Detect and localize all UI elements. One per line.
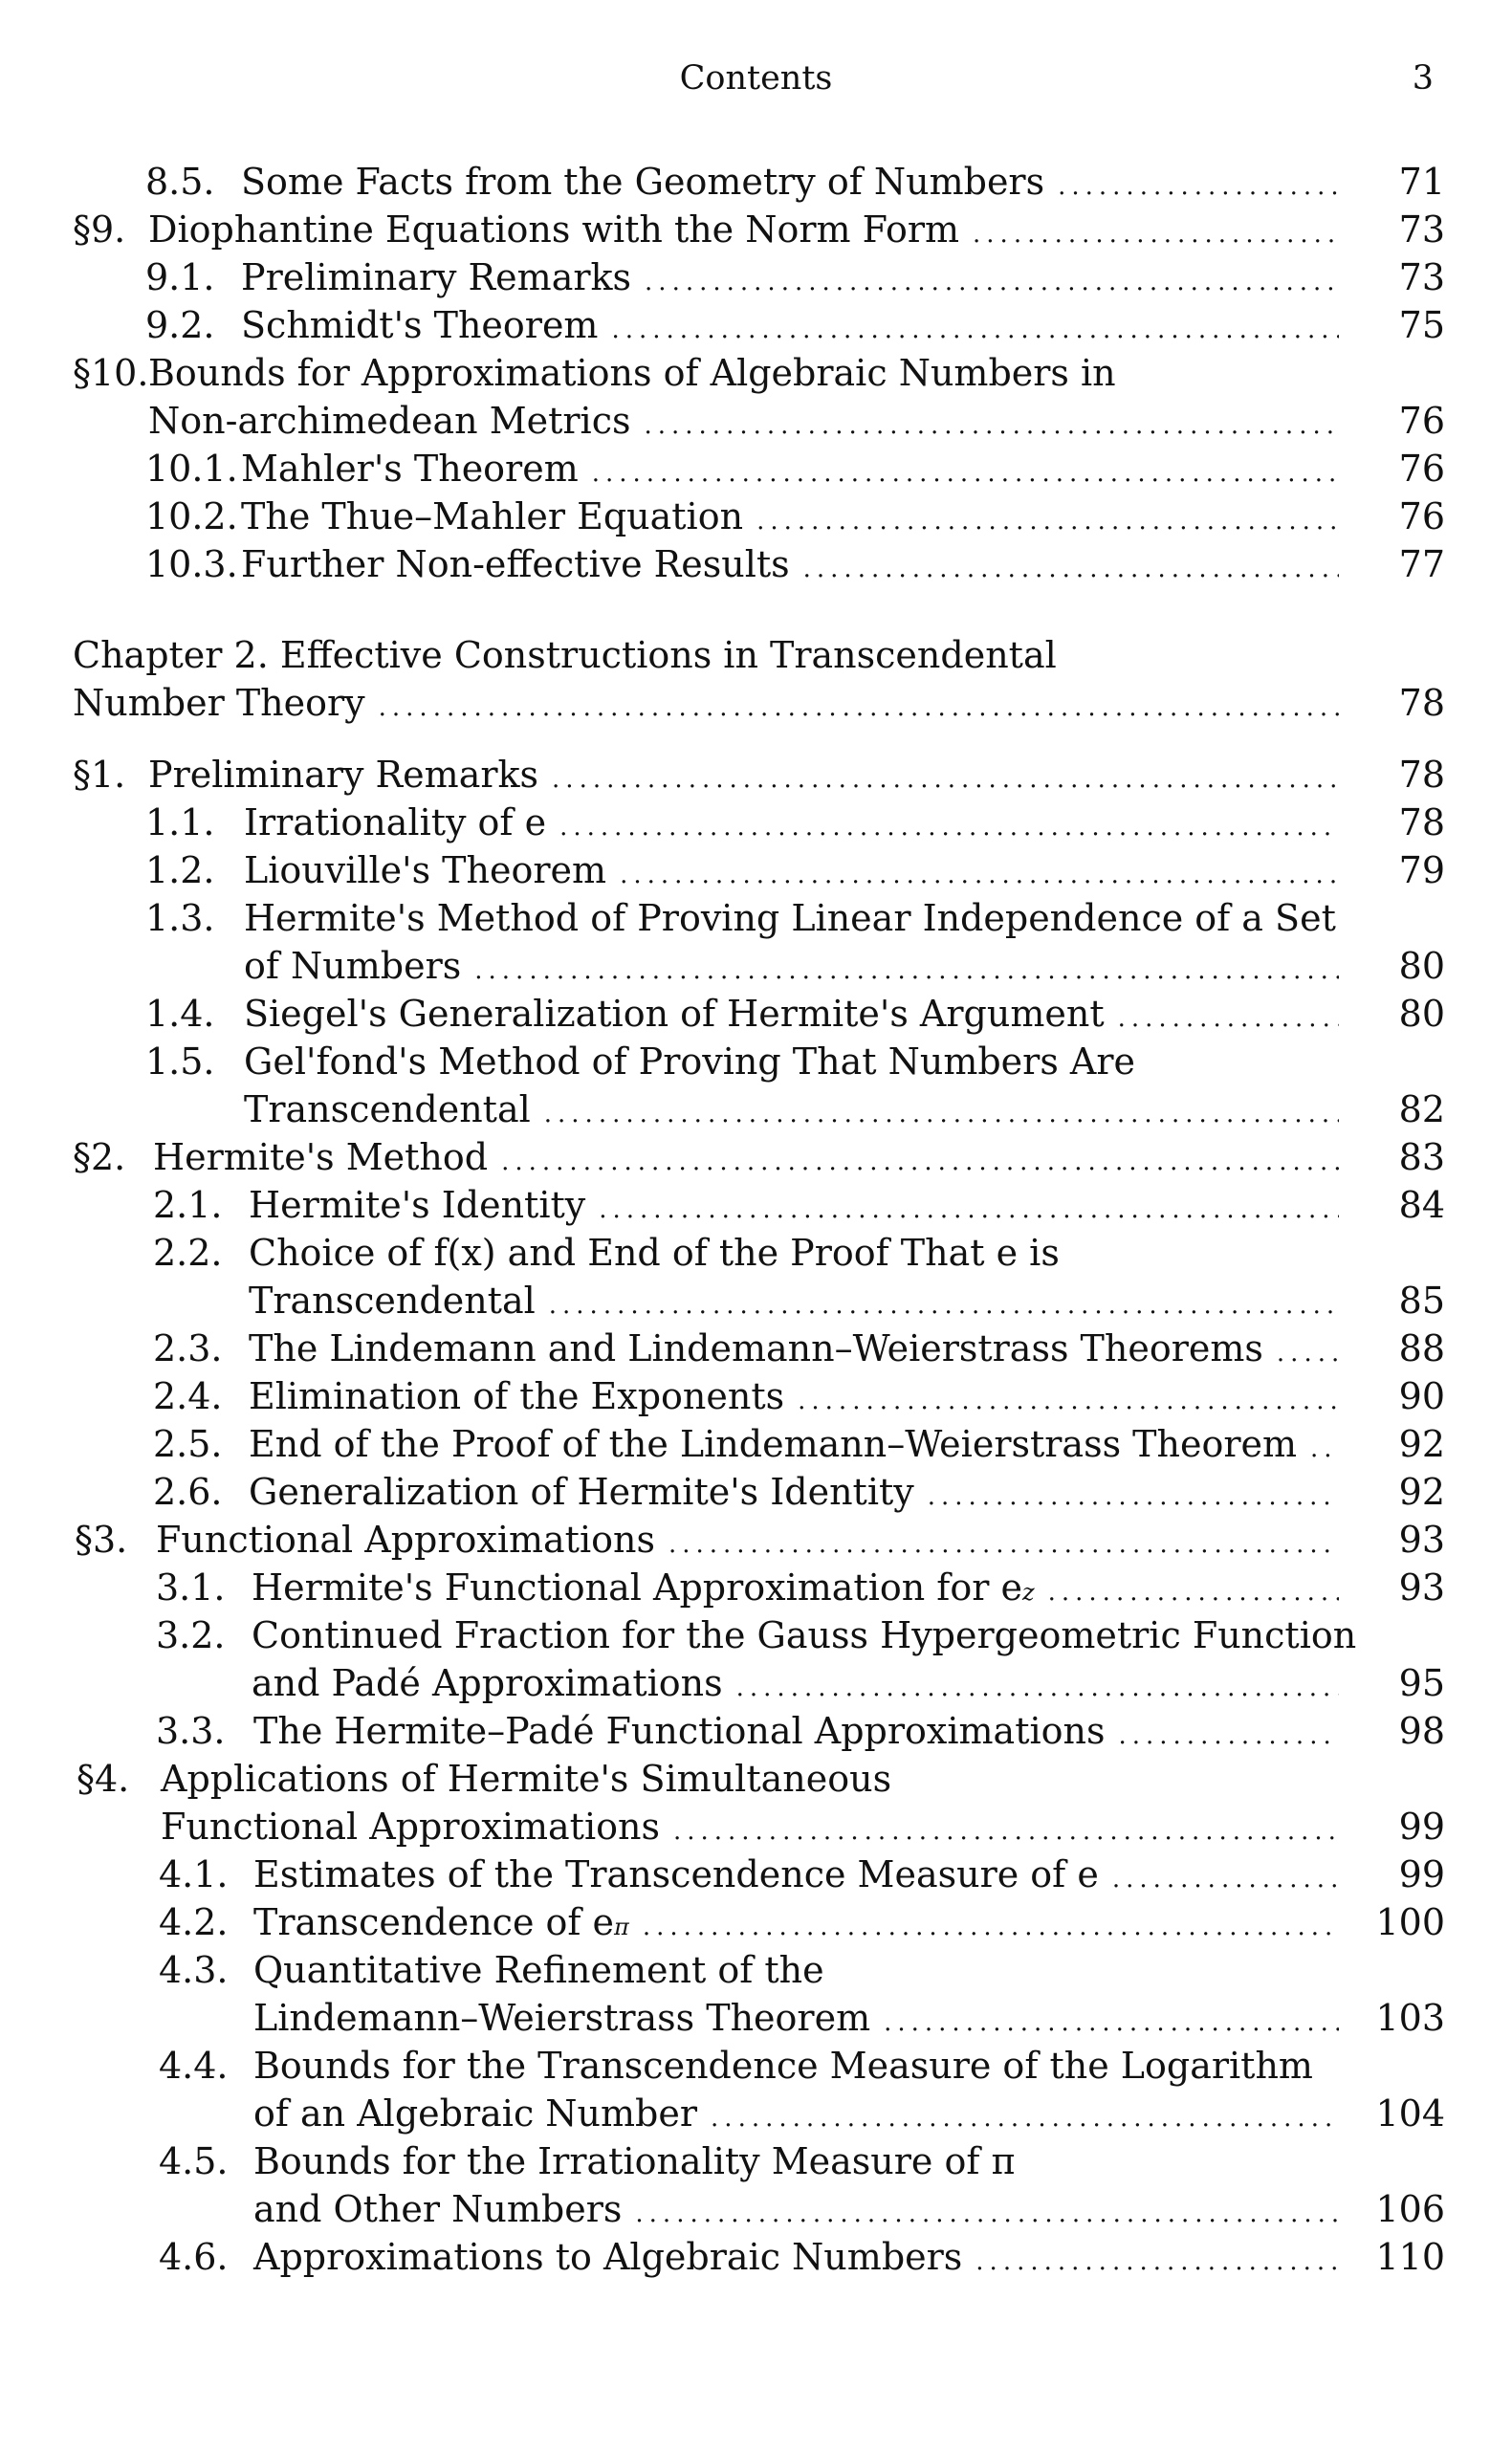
toc-entry-number: 1.4. — [145, 993, 215, 1035]
toc-entry-number: 1.3. — [145, 897, 215, 939]
toc-entry[interactable] — [244, 942, 1345, 990]
toc-entry[interactable] — [249, 1229, 1345, 1277]
toc-entry-title: Hermite's Functional Approximation for e — [252, 1566, 1022, 1609]
dot-leader — [620, 851, 1339, 899]
toc-entry[interactable] — [241, 253, 1345, 301]
toc-page-number: 85 — [1398, 1280, 1445, 1322]
dot-leader — [803, 545, 1339, 593]
dot-leader — [544, 1090, 1339, 1138]
toc-page-number: 83 — [1398, 1136, 1445, 1178]
toc-page-number: 92 — [1398, 1471, 1445, 1513]
toc-entry-title: The Lindemann and Lindemann–Weierstrass Theorems — [249, 1327, 1263, 1369]
dot-leader — [1277, 1329, 1339, 1377]
toc-page-number: 103 — [1375, 1997, 1445, 2039]
toc-entry-title: Chapter 2. Effective Constructions in Transcendental — [73, 634, 1057, 676]
toc-entry[interactable] — [148, 397, 1345, 445]
toc-entry-title: Number Theory — [73, 682, 365, 724]
toc-page-number: 98 — [1398, 1710, 1445, 1752]
toc-entry[interactable] — [161, 1803, 1345, 1851]
toc-entry[interactable] — [249, 1277, 1345, 1325]
toc-entry[interactable] — [244, 990, 1345, 1038]
toc-entry[interactable] — [253, 2185, 1345, 2233]
toc-page-number: 78 — [1398, 801, 1445, 843]
toc-entry-title: of an Algebraic Number — [253, 2092, 698, 2135]
toc-page-number: 95 — [1398, 1662, 1445, 1704]
toc-entry-number: 4.2. — [159, 1901, 229, 1943]
toc-entry-number: 3.1. — [156, 1566, 226, 1609]
toc-entry[interactable] — [241, 445, 1345, 493]
toc-entry[interactable] — [253, 1946, 1345, 1994]
toc-entry[interactable] — [253, 2090, 1345, 2137]
dot-leader — [1118, 1712, 1339, 1760]
toc-entry[interactable] — [244, 846, 1345, 894]
toc-entry[interactable] — [252, 1611, 1357, 1659]
dot-leader — [645, 258, 1339, 306]
toc-entry-title: Some Facts from the Geometry of Numbers — [241, 161, 1045, 203]
toc-entry[interactable] — [241, 158, 1345, 206]
toc-entry-title: Choice of f(x) and End of the Proof That e is — [249, 1232, 1060, 1274]
toc-page-number: 92 — [1398, 1423, 1445, 1465]
toc-entry-number: §10. — [73, 352, 149, 394]
dot-leader — [928, 1473, 1339, 1521]
toc-entry-title: Preliminary Remarks — [241, 256, 632, 298]
toc-page-number: 99 — [1398, 1853, 1445, 1895]
toc-entry[interactable] — [241, 540, 1345, 588]
toc-entry-title: The Hermite–Padé Functional Approximations — [253, 1710, 1106, 1752]
toc-page-number: 71 — [1398, 161, 1445, 203]
toc-page-number: 100 — [1375, 1901, 1445, 1943]
toc-entry-title: Transcendence of e — [253, 1901, 615, 1943]
toc-entry-number: 4.1. — [159, 1853, 229, 1895]
dot-leader — [549, 1281, 1339, 1329]
toc-page-number: 84 — [1398, 1184, 1445, 1226]
toc-entry[interactable] — [244, 1038, 1345, 1085]
dot-leader — [1058, 163, 1339, 210]
toc-entry[interactable] — [156, 1516, 1345, 1564]
toc-entry[interactable] — [253, 1994, 1345, 2042]
toc-entry-title: of Numbers — [244, 945, 462, 987]
toc-entry[interactable] — [244, 799, 1345, 846]
toc-entry-title: Gel'fond's Method of Proving That Numbers Are — [244, 1040, 1136, 1083]
toc-entry[interactable] — [241, 493, 1345, 540]
toc-entry-number: 2.6. — [153, 1471, 223, 1513]
toc-entry-title: Hermite's Identity — [249, 1184, 586, 1226]
toc-entry-title: Bounds for the Transcendence Measure of the Logarithm — [253, 2045, 1313, 2087]
toc-entry-title: Bounds for the Irrationality Measure of π — [253, 2140, 1016, 2182]
toc-entry[interactable] — [73, 631, 1345, 679]
toc-entry-title: and Padé Approximations — [252, 1662, 723, 1704]
toc-entry[interactable] — [249, 1420, 1345, 1468]
toc-entry-number: 2.1. — [153, 1184, 223, 1226]
toc-page-number: 73 — [1398, 256, 1445, 298]
dot-leader — [736, 1664, 1339, 1712]
toc-entry-title: Continued Fraction for the Gauss Hypergeometric Function — [252, 1614, 1357, 1656]
toc-entry[interactable] — [253, 2042, 1345, 2090]
toc-entry-number: §1. — [73, 754, 126, 796]
dot-leader — [643, 1903, 1339, 1951]
dot-leader — [884, 1999, 1339, 2047]
toc-entry-number: 2.2. — [153, 1232, 223, 1274]
toc-entry[interactable] — [253, 1707, 1345, 1755]
toc-page-number: 93 — [1398, 1566, 1445, 1609]
toc-entry[interactable] — [244, 894, 1345, 942]
toc-entry-title: Liouville's Theorem — [244, 849, 607, 891]
toc-entry-number: §4. — [77, 1758, 130, 1800]
toc-page-number: 93 — [1398, 1519, 1445, 1561]
toc-entry-title: Preliminary Remarks — [148, 754, 539, 796]
toc-entry-number: 3.3. — [156, 1710, 226, 1752]
toc-entry-title: Hermite's Method — [153, 1136, 489, 1178]
toc-entry[interactable] — [148, 349, 1345, 397]
toc-entry[interactable] — [253, 2137, 1345, 2185]
toc-entry[interactable] — [249, 1468, 1345, 1516]
toc-entry-number: §2. — [73, 1136, 126, 1178]
toc-entry-number: 2.4. — [153, 1375, 223, 1417]
toc-page-number: 104 — [1375, 2092, 1445, 2135]
toc-entry[interactable] — [161, 1755, 1345, 1803]
toc-entry-title: Further Non-effective Results — [241, 543, 790, 585]
toc-entry-number: §3. — [75, 1519, 128, 1561]
toc-entry-number: 4.4. — [159, 2045, 229, 2087]
dot-leader — [668, 1521, 1339, 1568]
dot-leader — [592, 449, 1339, 497]
toc-page-number: 78 — [1398, 682, 1445, 724]
dot-leader — [756, 497, 1339, 545]
dot-leader — [559, 803, 1339, 851]
toc-page-number: 78 — [1398, 754, 1445, 796]
toc-entry-title: Mahler's Theorem — [241, 448, 579, 490]
toc-entry[interactable] — [153, 1133, 1345, 1181]
toc-entry[interactable] — [249, 1372, 1345, 1420]
toc-entry-number: 4.3. — [159, 1949, 229, 1991]
toc-page-number: 76 — [1398, 495, 1445, 537]
toc-page-number: 82 — [1398, 1088, 1445, 1130]
dot-leader — [798, 1377, 1339, 1425]
toc-entry[interactable] — [73, 679, 1345, 727]
toc-entry-number: 4.5. — [159, 2140, 229, 2182]
running-title: Contents — [679, 59, 833, 98]
toc-entry[interactable] — [253, 1851, 1345, 1898]
toc-entry-title: Bounds for Approximations of Algebraic Numbers in — [148, 352, 1116, 394]
toc-entry-title: Irrationality of e — [244, 801, 547, 843]
toc-entry-number: 10.1. — [145, 448, 238, 490]
dot-leader — [474, 947, 1339, 995]
toc-entry[interactable] — [244, 1085, 1345, 1133]
toc-page-number: 110 — [1375, 2236, 1445, 2278]
toc-entry-title: End of the Proof of the Lindemann–Weierstrass Theorem — [249, 1423, 1298, 1465]
toc-entry[interactable] — [252, 1564, 1345, 1611]
toc-entry-number: 2.5. — [153, 1423, 223, 1465]
toc-page-number: 106 — [1375, 2188, 1445, 2230]
toc-entry-title: Functional Approximations — [161, 1806, 660, 1848]
toc-entry-number: 2.3. — [153, 1327, 223, 1369]
toc-entry-number: 9.1. — [145, 256, 215, 298]
toc-page-number: 79 — [1398, 849, 1445, 891]
page-number: 3 — [1412, 59, 1434, 98]
toc-entry-number: §9. — [73, 208, 126, 251]
toc-page-number: 80 — [1398, 945, 1445, 987]
toc-entry-superscript: π — [614, 1914, 629, 1940]
dot-leader — [635, 2190, 1339, 2238]
toc-entry-number: 3.2. — [156, 1614, 226, 1656]
toc-entry-number: 10.3. — [145, 543, 238, 585]
toc-entry[interactable] — [253, 1898, 1345, 1946]
toc-entry-title: Applications of Hermite's Simultaneous — [161, 1758, 892, 1800]
toc-entry-title: Hermite's Method of Proving Linear Independence of a Set — [244, 897, 1336, 939]
dot-leader — [552, 756, 1339, 803]
toc-entry-title: Estimates of the Transcendence Measure of e — [253, 1853, 1099, 1895]
toc-entry-number: 1.2. — [145, 849, 215, 891]
dot-leader — [673, 1807, 1339, 1855]
toc-entry-title: Diophantine Equations with the Norm Form — [148, 208, 960, 251]
toc-entry-superscript: z — [1021, 1579, 1035, 1606]
toc-entry-title: Schmidt's Theorem — [241, 304, 599, 346]
dot-leader — [973, 210, 1339, 258]
dot-leader — [379, 684, 1339, 732]
dot-leader — [611, 306, 1339, 354]
dot-leader — [1048, 1568, 1339, 1616]
toc-page-number: 88 — [1398, 1327, 1445, 1369]
toc-entry[interactable] — [252, 1659, 1345, 1707]
toc-entry-title: and Other Numbers — [253, 2188, 623, 2230]
toc-entry-number: 1.5. — [145, 1040, 215, 1083]
toc-entry[interactable] — [253, 2233, 1345, 2281]
dot-leader — [1310, 1425, 1339, 1473]
dot-leader — [1112, 1855, 1339, 1903]
toc-page-number: 76 — [1398, 448, 1445, 490]
toc-page-number: 90 — [1398, 1375, 1445, 1417]
toc-entry-title: Quantitative Refinement of the — [253, 1949, 824, 1991]
dot-leader — [644, 402, 1339, 449]
toc-entry-number: 1.1. — [145, 801, 215, 843]
toc-entry-title: Approximations to Algebraic Numbers — [253, 2236, 963, 2278]
dot-leader — [1118, 995, 1339, 1042]
toc-entry[interactable] — [148, 206, 1345, 253]
dot-leader — [501, 1138, 1339, 1186]
toc-entry-title: Siegel's Generalization of Hermite's Argument — [244, 993, 1105, 1035]
toc-entry-title: Elimination of the Exponents — [249, 1375, 785, 1417]
toc-page-number: 99 — [1398, 1806, 1445, 1848]
dot-leader — [599, 1186, 1339, 1234]
toc-entry-number: 9.2. — [145, 304, 215, 346]
toc-page-number: 75 — [1398, 304, 1445, 346]
toc-entry[interactable] — [249, 1181, 1345, 1229]
dot-leader — [711, 2094, 1339, 2142]
toc-entry-title: Generalization of Hermite's Identity — [249, 1471, 914, 1513]
toc-entry-number: 10.2. — [145, 495, 238, 537]
toc-entry[interactable] — [148, 751, 1345, 799]
toc-page-number: 77 — [1398, 543, 1445, 585]
toc-entry-title: Functional Approximations — [156, 1519, 655, 1561]
toc-entry-title: Non-archimedean Metrics — [148, 400, 631, 442]
toc-entry[interactable] — [241, 301, 1345, 349]
toc-entry-title: The Thue–Mahler Equation — [241, 495, 744, 537]
toc-entry[interactable] — [249, 1325, 1345, 1372]
toc-entry-number: 8.5. — [145, 161, 215, 203]
toc-page-number: 80 — [1398, 993, 1445, 1035]
toc-page-number: 76 — [1398, 400, 1445, 442]
toc-entry-number: 4.6. — [159, 2236, 229, 2278]
toc-entry-title: Transcendental — [249, 1280, 536, 1322]
toc-page-number: 73 — [1398, 208, 1445, 251]
toc-entry-title: Transcendental — [244, 1088, 531, 1130]
toc-entry-title: Lindemann–Weierstrass Theorem — [253, 1997, 871, 2039]
dot-leader — [975, 2238, 1339, 2286]
